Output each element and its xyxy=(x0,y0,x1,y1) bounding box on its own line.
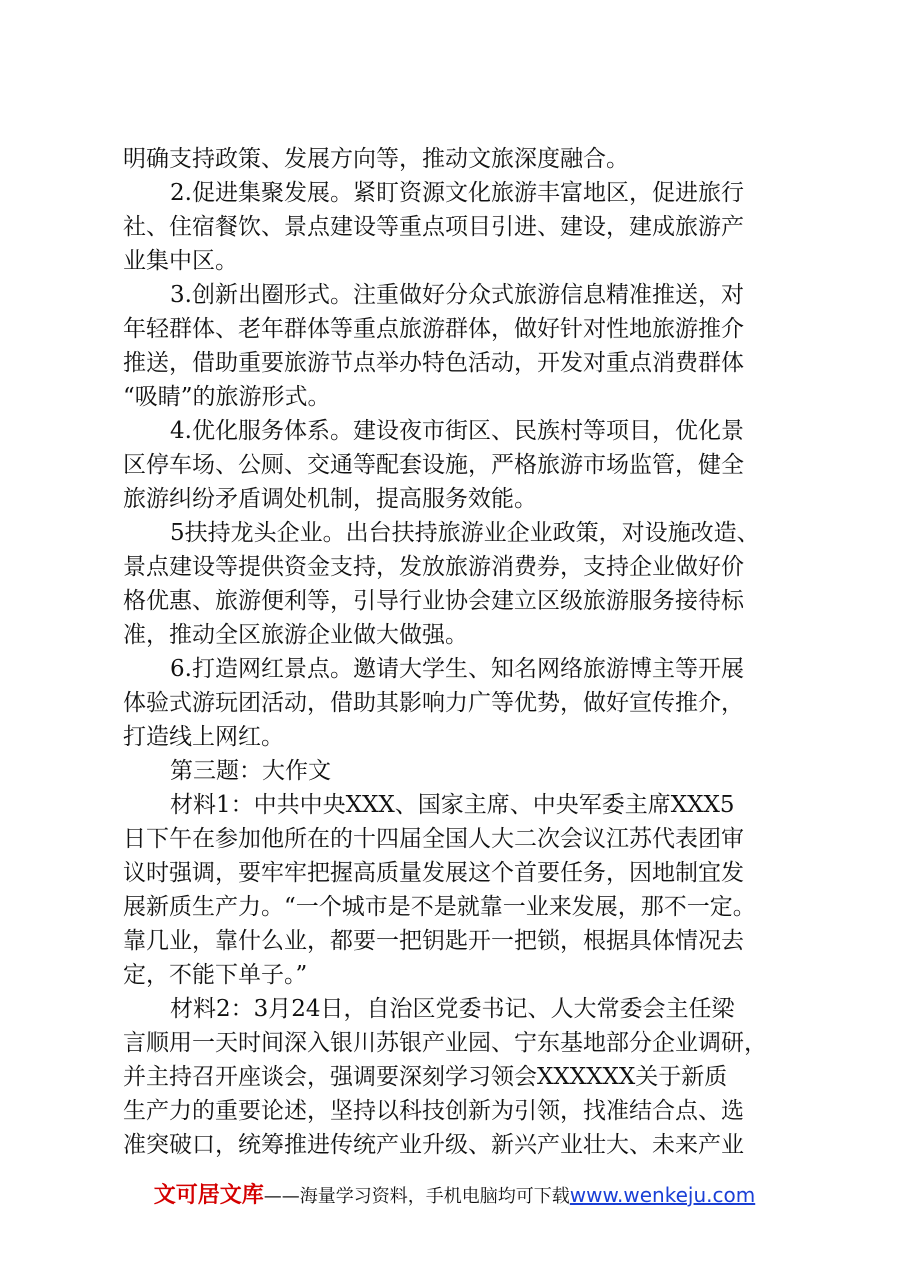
text-line: “吸睛”的旅游形式。 xyxy=(123,384,331,410)
text-line: 议时强调，要牢牢把握高质量发展这个首要任务，因地制宜发 xyxy=(123,860,744,886)
text-line: 景点建设等提供资金支持，发放旅游消费券，支持企业做好价 xyxy=(123,554,744,580)
footer-link[interactable]: www.wenkeju.com xyxy=(569,1183,756,1207)
text-line: 并主持召开座谈会，强调要深刻学习领会XXXXXX关于新质 xyxy=(123,1064,728,1090)
text-line: 材料1：中共中央XXX、国家主席、中央军委主席XXX5 xyxy=(170,792,735,818)
page-footer xyxy=(0,1180,909,1212)
text-line: 5扶持龙头企业。出台扶持旅游业企业政策，对设施改造、 xyxy=(170,520,760,546)
text-line: 区停车场、公厕、交通等配套设施，严格旅游市场监管，健全 xyxy=(123,452,744,478)
footer-brand: 文可居文库 xyxy=(153,1183,264,1208)
text-line: 3.创新出圈形式。注重做好分众式旅游信息精准推送，对 xyxy=(170,282,744,308)
text-line: 体验式游玩团活动，借助其影响力广等优势，做好宣传推介， xyxy=(123,690,744,716)
text-line: 格优惠、旅游便利等，引导行业协会建立区级旅游服务接待标 xyxy=(123,588,744,614)
text-line: 准突破口，统筹推进传统产业升级、新兴产业壮大、未来产业 xyxy=(123,1132,744,1158)
text-line: 社、住宿餐饮、景点建设等重点项目引进、建设，建成旅游产 xyxy=(123,214,744,240)
text-line: 打造线上网红。 xyxy=(123,724,284,750)
text-line: 展新质生产力。“一个城市是不是就靠一业来发展，那不一定。 xyxy=(123,894,756,920)
text-line: 明确支持政策、发展方向等，推动文旅深度融合。 xyxy=(123,146,629,172)
text-line: 定，不能下单子。” xyxy=(123,962,308,988)
section-heading: 第三题：大作文 xyxy=(170,758,331,784)
text-line: 业集中区。 xyxy=(123,248,238,274)
text-line: 材料2：3月24日，自治区党委书记、人大常委会主任梁 xyxy=(170,996,735,1022)
text-line: 推送，借助重要旅游节点举办特色活动，开发对重点消费群体 xyxy=(123,350,744,376)
footer-slogan: ——海量学习资料，手机电脑均可下载 xyxy=(263,1186,570,1207)
text-line: 年轻群体、老年群体等重点旅游群体，做好针对性地旅游推介 xyxy=(123,316,744,342)
text-line: 6.打造网红景点。邀请大学生、知名网络旅游博主等开展 xyxy=(170,656,744,682)
text-line: 旅游纠纷矛盾调处机制，提高服务效能。 xyxy=(123,486,537,512)
text-line: 靠几业，靠什么业，都要一把钥匙开一把锁，根据具体情况去 xyxy=(123,928,744,954)
text-line: 言顺用一天时间深入银川苏银产业园、宁东基地部分企业调研， xyxy=(123,1030,767,1056)
text-line: 日下午在参加他所在的十四届全国人大二次会议江苏代表团审 xyxy=(123,826,744,852)
text-line: 准，推动全区旅游企业做大做强。 xyxy=(123,622,468,648)
text-line: 4.优化服务体系。建设夜市街区、民族村等项目，优化景 xyxy=(170,418,744,444)
text-line: 生产力的重要论述，坚持以科技创新为引领，找准结合点、选 xyxy=(123,1098,744,1124)
text-line: 2.促进集聚发展。紧盯资源文化旅游丰富地区，促进旅行 xyxy=(170,180,744,206)
